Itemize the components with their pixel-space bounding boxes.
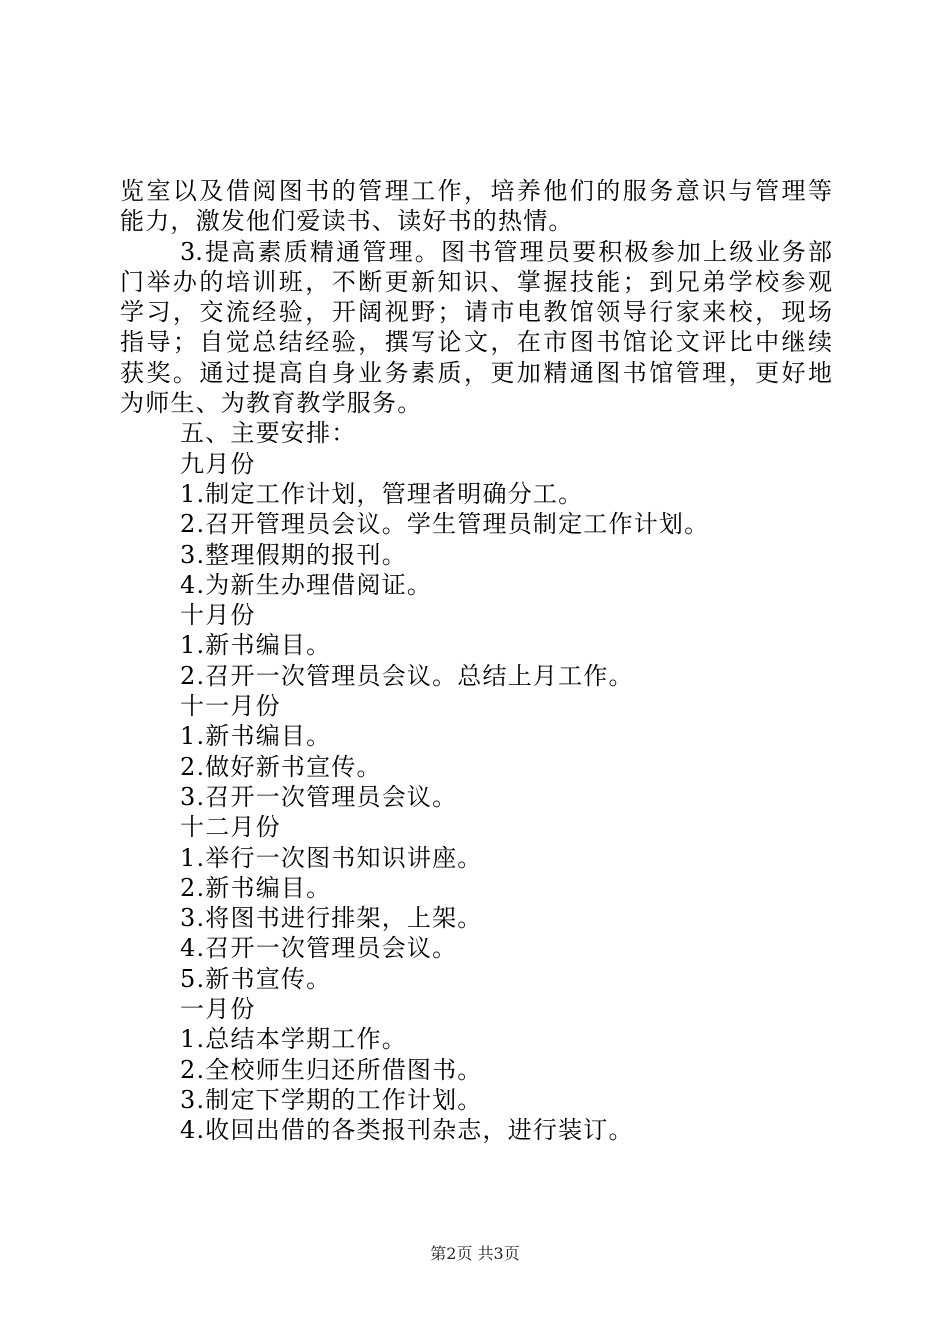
list-item: 4.为新生办理借阅证。 [180,570,433,599]
list-item: 2.全校师生归还所借图书。 [180,1055,483,1084]
page-number-footer: 第2页 共3页 [430,1244,520,1263]
list-item: 2.召开一次管理员会议。总结上月工作。 [180,661,634,690]
list-item: 2.召开管理员会议。学生管理员制定工作计划。 [180,510,710,539]
month-heading: 九月份 [180,449,256,478]
list-item: 1.制定工作计划，管理者明确分工。 [180,479,584,508]
paragraph-continued [120,176,832,237]
text-line: 能力，激发他们爱读书、读好书的热情。 [120,207,574,236]
month-october [120,600,832,691]
document-body [120,176,832,1146]
list-item: 1.新书编目。 [180,631,332,660]
month-december [120,812,832,994]
month-heading: 十二月份 [180,813,281,842]
paragraph-3 [120,237,832,419]
list-item: 3.整理假期的报刊。 [180,540,407,569]
text-line: 指导；自觉总结经验，撰写论文，在市图书馆论文评比中继续 [120,328,832,357]
month-heading: 十月份 [180,601,256,630]
text-line: 获奖。通过提高自身业务素质，更加精通图书馆管理，更好地 [120,358,832,387]
month-january [120,994,832,1145]
text-line: 为师生、为教育教学服务。 [120,389,423,418]
month-november [120,691,832,812]
list-item: 4.召开一次管理员会议。 [180,934,458,963]
text-line: 学习，交流经验，开阔视野；请市电教馆领导行家来校，现场 [120,298,832,327]
list-item: 3.制定下学期的工作计划。 [180,1085,483,1114]
list-item: 4.收回出借的各类报刊杂志，进行装订。 [180,1116,634,1145]
text-line: 3.提高素质精通管理。图书管理员要积极参加上级业务部 [180,237,832,266]
section-heading: 五、主要安排： [180,419,357,448]
list-item: 2.新书编目。 [180,873,332,902]
list-item: 3.召开一次管理员会议。 [180,782,458,811]
text-line: 览室以及借阅图书的管理工作，培养他们的服务意识与管理等 [120,177,832,205]
text-line: 门举办的培训班，不断更新知识、掌握技能；到兄弟学校参观 [120,267,832,296]
list-item: 1.举行一次图书知识讲座。 [180,843,483,872]
list-item: 1.新书编目。 [180,722,332,751]
month-september [120,449,832,600]
month-heading: 一月份 [180,995,256,1024]
list-item: 3.将图书进行排架，上架。 [180,904,483,933]
list-item: 2.做好新书宣传。 [180,752,382,781]
list-item: 1.总结本学期工作。 [180,1025,407,1054]
list-item: 5.新书宣传。 [180,964,332,993]
month-heading: 十一月份 [180,692,281,721]
